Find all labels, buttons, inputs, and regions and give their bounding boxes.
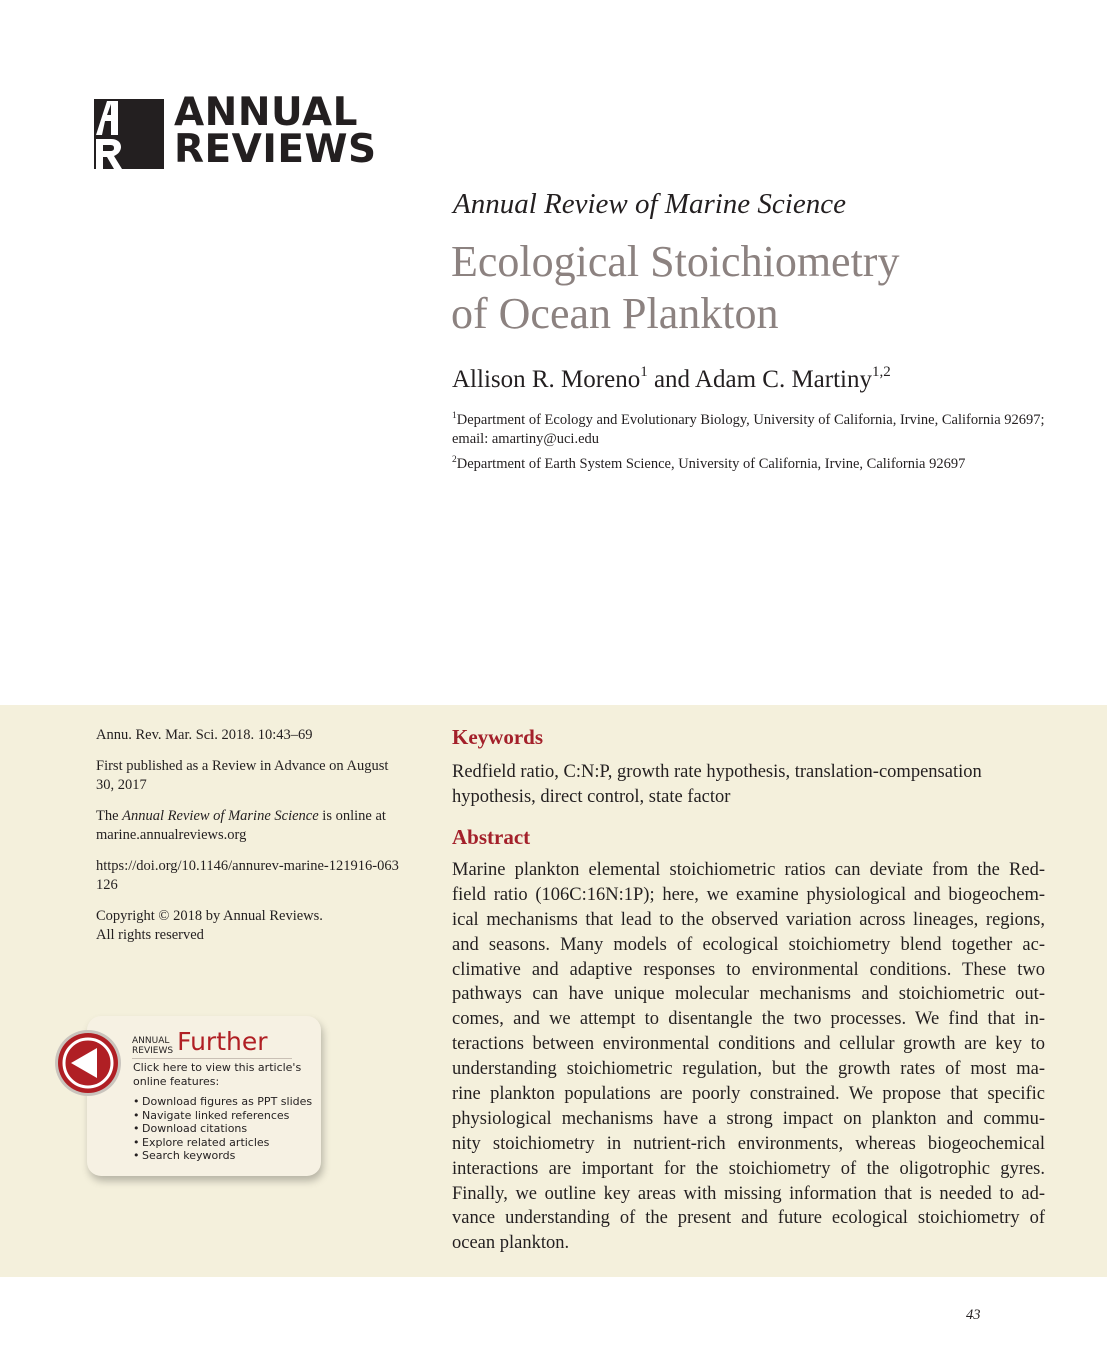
further-body [133,1061,313,1163]
further-divider [132,1058,292,1059]
further-feature-item[interactable]: • Download citations [133,1122,313,1136]
affiliation-1-text: Department of Ecology and Evolutionary Biology, University of California, Irvine, California 92697; email: amartiny@uci.edu [452,412,1045,447]
affiliation-2 [452,455,1052,474]
abstract-line: field ratio (106C:16N:1P); here, we examine physiological and biogeochem- [452,884,1045,905]
affiliation-2-mark: 2 [452,455,457,466]
online-prefix: The [96,807,123,824]
further-feature-item[interactable]: • Search keywords [133,1149,313,1163]
further-small-logo [132,1036,173,1056]
logo-wordmark [174,90,377,172]
abstract-heading: Abstract [452,825,531,849]
abstract-text [452,858,1045,1256]
copyright-line-2: All rights reserved [96,927,204,943]
author-1-affil-mark: 1 [640,363,648,380]
abstract-line: nity stoichiometry in nutrient-rich environments, whereas biogeochemical [452,1133,1045,1154]
click-here-rest: to view this article's online features: [133,1061,302,1088]
abstract-line: ical mechanisms that lead to the observed variation across lineages, regions, [452,909,1045,930]
online-note [96,807,406,846]
further-title: Further [177,1027,268,1056]
citation: Annu. Rev. Mar. Sci. 2018. 10:43–69 [96,727,313,743]
abstract-line: pathways can have unique molecular mechanisms and stoichiometric out- [452,984,1045,1005]
affiliation-1 [452,411,1052,449]
abstract-line: Finally, we outline key areas with missing information that is needed to ad- [452,1183,1045,1204]
abstract-line: physiological mechanisms have a strong impact on plankton and commu- [452,1108,1045,1129]
online-journal: Annual Review of Marine Science [122,807,319,824]
further-feature-item[interactable]: • Explore related articles [133,1136,313,1150]
journal-name: Annual Review of Marine Science [453,188,846,220]
affiliation-1-mark: 1 [452,411,457,422]
online-suffix: is online at [318,807,386,824]
abstract-line: comes, and we attempt to disentangle the two processes. We find that in- [452,1009,1045,1030]
abstract-line: interactions are important for the stoichiometry of the oligotrophic gyres. [452,1158,1045,1179]
annual-reviews-logo [94,90,377,172]
article-title [451,236,1051,340]
further-small-line-2: REVIEWS [132,1046,174,1056]
author-1: Allison R. Moreno [452,366,641,393]
further-feature-item[interactable]: • Download figures as PPT slides [133,1095,313,1109]
first-published: First published as a Review in Advance on August 30, 2017 [96,757,389,793]
affiliation-2-text: Department of Earth System Science, University of California, Irvine, California 92697 [456,456,966,472]
logo-word-reviews: REVIEWS [174,127,377,172]
page-number: 43 [966,1307,981,1323]
ar-logo-mark-icon [94,99,164,169]
logo-word-annual: ANNUAL [174,90,358,135]
copyright-line-1: Copyright © 2018 by Annual Reviews. [96,907,323,924]
affiliations [452,411,1052,480]
author-2-affil-mark: 1,2 [872,363,891,380]
abstract-line: understanding stoichiometric regulation, but the growth rates of most ma- [452,1059,1045,1080]
copyright [96,907,406,946]
abstract-line: teractions between environmental conditions and cellular growth are key to [452,1034,1045,1055]
authors [452,363,891,394]
further-heading [132,1028,268,1056]
article-title-line-2: of Ocean Plankton [451,289,779,338]
abstract-line: Marine plankton elemental stoichiometric ratios can deviate from the Red- [452,860,1045,880]
article-metadata [96,726,406,957]
further-small-line-1: ANNUAL [132,1036,170,1046]
author-conjunction: and [647,366,695,393]
abstract-line: and seasons. Many models of ecological stoichiometry blend together ac- [452,934,1045,955]
abstract-line: ocean plankton. [452,1233,570,1254]
doi-link[interactable]: https://doi.org/10.1146/annurev-marine-121916-063126 [96,857,399,893]
further-arrow-icon[interactable] [54,1029,122,1097]
article-title-line-1: Ecological Stoichiometry [451,237,900,286]
keywords-text: Redfield ratio, C:N:P, growth rate hypothesis, translation-compensation hypothesis, direct control, state factor [452,762,982,807]
abstract-line: vance understanding of the present and future ecological stoichiometry of [452,1208,1045,1229]
abstract-line: rine plankton populations are poorly constrained. We propose that specific [452,1084,1045,1105]
click-here-link[interactable]: Click here [133,1061,188,1074]
online-url[interactable]: marine.annualreviews.org [96,827,247,843]
keywords-heading: Keywords [452,725,543,749]
further-feature-item[interactable]: • Navigate linked references [133,1109,313,1123]
abstract-line: climative and adaptive responses to environmental conditions. These two [452,959,1045,980]
further-feature-list [133,1095,313,1163]
author-2: Adam C. Martiny [694,366,872,393]
